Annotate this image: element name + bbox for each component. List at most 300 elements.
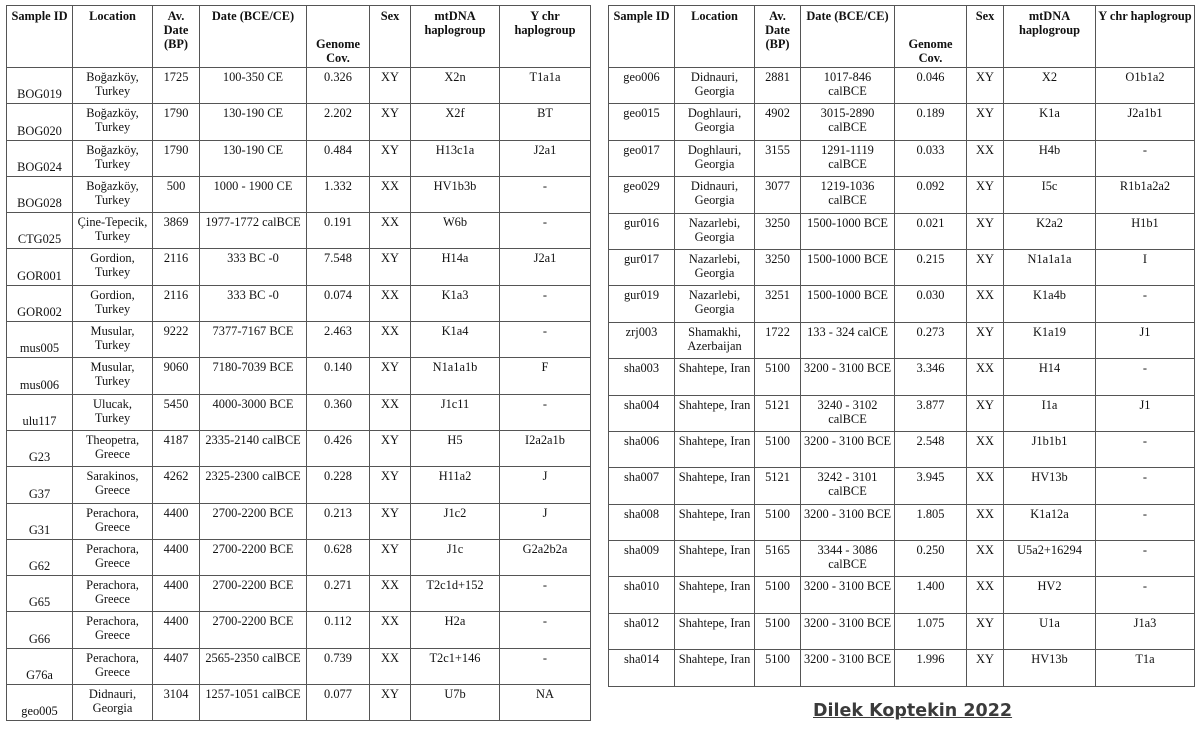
cell-genome-cov: 0.189	[895, 104, 967, 140]
cell-sex: XX	[967, 468, 1004, 504]
cell-mtdna-haplogroup: X2	[1004, 68, 1096, 104]
table-row	[609, 577, 1195, 613]
cell-mtdna-haplogroup: K1a19	[1004, 322, 1096, 358]
header-genome-cov: Genome Cov.	[895, 6, 967, 68]
cell-mtdna-haplogroup: J1c2	[411, 503, 500, 539]
header-sex: Sex	[370, 6, 411, 68]
cell-sex: XX	[370, 285, 411, 321]
table-row	[7, 213, 591, 249]
cell-date: 2335-2140 calBCE	[200, 430, 307, 466]
cell-y-chr-haplogroup: -	[500, 176, 591, 212]
cell-genome-cov: 0.484	[307, 140, 370, 176]
cell-sample-id: sha007	[609, 468, 675, 504]
header-mtdna: mtDNA haplogroup	[1004, 6, 1096, 68]
cell-sample-id: geo017	[609, 140, 675, 176]
header-av-date: Av. Date (BP)	[153, 6, 200, 68]
cell-av-date: 3250	[755, 213, 801, 249]
cell-sex: XY	[967, 68, 1004, 104]
cell-sex: XX	[967, 431, 1004, 467]
cell-sample-id: geo006	[609, 68, 675, 104]
table-row	[7, 104, 591, 140]
cell-mtdna-haplogroup: K1a4b	[1004, 286, 1096, 322]
cell-sample-id: BOG019	[7, 68, 73, 104]
cell-date: 4000-3000 BCE	[200, 394, 307, 430]
cell-sex: XX	[967, 140, 1004, 176]
cell-av-date: 9060	[153, 358, 200, 394]
cell-mtdna-haplogroup: K1a4	[411, 322, 500, 358]
cell-sample-id: G76a	[7, 648, 73, 684]
cell-sex: XY	[967, 104, 1004, 140]
cell-av-date: 1790	[153, 104, 200, 140]
cell-location: Shahtepe, Iran	[675, 468, 755, 504]
cell-av-date: 3104	[153, 685, 200, 721]
cell-genome-cov: 0.191	[307, 213, 370, 249]
table-row	[7, 612, 591, 648]
cell-sex: XX	[967, 359, 1004, 395]
cell-sex: XY	[967, 650, 1004, 686]
cell-av-date: 3251	[755, 286, 801, 322]
table-row	[7, 685, 591, 721]
right-sample-table	[608, 5, 1195, 687]
cell-genome-cov: 0.033	[895, 140, 967, 176]
cell-date: 3015-2890 calBCE	[801, 104, 895, 140]
cell-y-chr-haplogroup: -	[1096, 468, 1195, 504]
cell-genome-cov: 0.092	[895, 177, 967, 213]
table-row	[609, 286, 1195, 322]
cell-sample-id: gur017	[609, 249, 675, 285]
cell-genome-cov: 0.326	[307, 68, 370, 104]
table-row	[609, 322, 1195, 358]
cell-date: 2700-2200 BCE	[200, 539, 307, 575]
cell-genome-cov: 0.426	[307, 430, 370, 466]
table-row	[609, 140, 1195, 176]
cell-y-chr-haplogroup: T1a1a	[500, 68, 591, 104]
cell-genome-cov: 2.202	[307, 104, 370, 140]
cell-genome-cov: 0.360	[307, 394, 370, 430]
cell-genome-cov: 3.945	[895, 468, 967, 504]
cell-sex: XX	[370, 213, 411, 249]
cell-location: Didnauri, Georgia	[675, 68, 755, 104]
cell-date: 1257-1051 calBCE	[200, 685, 307, 721]
cell-av-date: 5100	[755, 577, 801, 613]
cell-date: 1291-1119 calBCE	[801, 140, 895, 176]
cell-sex: XX	[967, 541, 1004, 577]
cell-sample-id: G37	[7, 467, 73, 503]
cell-sex: XX	[370, 322, 411, 358]
cell-av-date: 3869	[153, 213, 200, 249]
cell-mtdna-haplogroup: H11a2	[411, 467, 500, 503]
cell-av-date: 3250	[755, 249, 801, 285]
cell-y-chr-haplogroup: J	[500, 503, 591, 539]
cell-av-date: 2116	[153, 249, 200, 285]
cell-location: Shahtepe, Iran	[675, 577, 755, 613]
cell-date: 3200 - 3100 BCE	[801, 359, 895, 395]
cell-mtdna-haplogroup: T2c1d+152	[411, 576, 500, 612]
table-row	[609, 68, 1195, 104]
cell-sex: XX	[967, 504, 1004, 540]
header-location: Location	[675, 6, 755, 68]
cell-location: Doghlauri, Georgia	[675, 140, 755, 176]
cell-sex: XX	[370, 648, 411, 684]
cell-genome-cov: 1.400	[895, 577, 967, 613]
cell-location: Shahtepe, Iran	[675, 650, 755, 686]
cell-mtdna-haplogroup: J1c11	[411, 394, 500, 430]
cell-location: Boğazköy, Turkey	[73, 104, 153, 140]
cell-genome-cov: 0.271	[307, 576, 370, 612]
cell-sample-id: G62	[7, 539, 73, 575]
table-row	[7, 648, 591, 684]
cell-location: Nazarlebi, Georgia	[675, 249, 755, 285]
cell-mtdna-haplogroup: HV13b	[1004, 650, 1096, 686]
cell-mtdna-haplogroup: U1a	[1004, 613, 1096, 649]
cell-y-chr-haplogroup: H1b1	[1096, 213, 1195, 249]
table-row	[7, 68, 591, 104]
cell-mtdna-haplogroup: K2a2	[1004, 213, 1096, 249]
cell-genome-cov: 1.332	[307, 176, 370, 212]
cell-av-date: 1790	[153, 140, 200, 176]
cell-y-chr-haplogroup: -	[1096, 286, 1195, 322]
cell-date: 7377-7167 BCE	[200, 322, 307, 358]
cell-sample-id: sha012	[609, 613, 675, 649]
cell-genome-cov: 7.548	[307, 249, 370, 285]
cell-av-date: 5121	[755, 468, 801, 504]
cell-genome-cov: 0.021	[895, 213, 967, 249]
cell-mtdna-haplogroup: H4b	[1004, 140, 1096, 176]
table-row	[7, 176, 591, 212]
cell-date: 2565-2350 calBCE	[200, 648, 307, 684]
cell-sex: XY	[370, 430, 411, 466]
cell-mtdna-haplogroup: HV1b3b	[411, 176, 500, 212]
cell-av-date: 3155	[755, 140, 801, 176]
cell-date: 7180-7039 BCE	[200, 358, 307, 394]
cell-sample-id: sha010	[609, 577, 675, 613]
cell-date: 1017-846 calBCE	[801, 68, 895, 104]
cell-location: Perachora, Greece	[73, 539, 153, 575]
cell-location: Çine-Tepecik, Turkey	[73, 213, 153, 249]
cell-av-date: 4902	[755, 104, 801, 140]
cell-genome-cov: 0.213	[307, 503, 370, 539]
cell-date: 3200 - 3100 BCE	[801, 650, 895, 686]
cell-sample-id: G65	[7, 576, 73, 612]
cell-y-chr-haplogroup: BT	[500, 104, 591, 140]
cell-genome-cov: 0.250	[895, 541, 967, 577]
table-row	[7, 140, 591, 176]
table-row	[609, 359, 1195, 395]
table-row	[7, 503, 591, 539]
cell-sex: XY	[370, 68, 411, 104]
cell-genome-cov: 0.228	[307, 467, 370, 503]
cell-av-date: 5100	[755, 359, 801, 395]
cell-y-chr-haplogroup: J2a1	[500, 140, 591, 176]
cell-av-date: 9222	[153, 322, 200, 358]
cell-y-chr-haplogroup: -	[500, 394, 591, 430]
cell-av-date: 5100	[755, 431, 801, 467]
cell-av-date: 5100	[755, 504, 801, 540]
cell-genome-cov: 1.075	[895, 613, 967, 649]
cell-y-chr-haplogroup: NA	[500, 685, 591, 721]
cell-sex: XX	[370, 176, 411, 212]
cell-sample-id: gur016	[609, 213, 675, 249]
cell-date: 2325-2300 calBCE	[200, 467, 307, 503]
cell-location: Boğazköy, Turkey	[73, 68, 153, 104]
cell-date: 2700-2200 BCE	[200, 576, 307, 612]
cell-y-chr-haplogroup: -	[500, 648, 591, 684]
cell-date: 1500-1000 BCE	[801, 249, 895, 285]
cell-sample-id: BOG020	[7, 104, 73, 140]
table-row	[7, 576, 591, 612]
cell-genome-cov: 0.215	[895, 249, 967, 285]
cell-mtdna-haplogroup: H13c1a	[411, 140, 500, 176]
cell-location: Ulucak, Turkey	[73, 394, 153, 430]
cell-y-chr-haplogroup: -	[1096, 359, 1195, 395]
cell-mtdna-haplogroup: H14a	[411, 249, 500, 285]
cell-y-chr-haplogroup: O1b1a2	[1096, 68, 1195, 104]
cell-genome-cov: 1.996	[895, 650, 967, 686]
cell-location: Doghlauri, Georgia	[675, 104, 755, 140]
table-row	[7, 358, 591, 394]
cell-genome-cov: 0.030	[895, 286, 967, 322]
cell-sex: XY	[370, 539, 411, 575]
header-location: Location	[73, 6, 153, 68]
table-row	[609, 104, 1195, 140]
header-av-date: Av. Date (BP)	[755, 6, 801, 68]
cell-y-chr-haplogroup: J1a3	[1096, 613, 1195, 649]
cell-location: Boğazköy, Turkey	[73, 176, 153, 212]
cell-sample-id: zrj003	[609, 322, 675, 358]
cell-sample-id: GOR002	[7, 285, 73, 321]
cell-date: 3200 - 3100 BCE	[801, 504, 895, 540]
header-sex: Sex	[967, 6, 1004, 68]
table-row	[7, 394, 591, 430]
cell-mtdna-haplogroup: U7b	[411, 685, 500, 721]
cell-sex: XX	[370, 576, 411, 612]
header-y-chr: Y chr haplogroup	[1096, 6, 1195, 68]
cell-av-date: 2881	[755, 68, 801, 104]
cell-mtdna-haplogroup: W6b	[411, 213, 500, 249]
cell-y-chr-haplogroup: -	[1096, 541, 1195, 577]
cell-location: Musular, Turkey	[73, 322, 153, 358]
cell-location: Theopetra, Greece	[73, 430, 153, 466]
cell-genome-cov: 2.463	[307, 322, 370, 358]
header-row	[609, 6, 1195, 68]
cell-sample-id: sha006	[609, 431, 675, 467]
cell-genome-cov: 0.046	[895, 68, 967, 104]
cell-mtdna-haplogroup: U5a2+16294	[1004, 541, 1096, 577]
cell-sample-id: CTG025	[7, 213, 73, 249]
cell-location: Nazarlebi, Georgia	[675, 286, 755, 322]
cell-mtdna-haplogroup: H2a	[411, 612, 500, 648]
cell-av-date: 1725	[153, 68, 200, 104]
cell-date: 3344 - 3086 calBCE	[801, 541, 895, 577]
cell-mtdna-haplogroup: J1c	[411, 539, 500, 575]
cell-mtdna-haplogroup: HV2	[1004, 577, 1096, 613]
cell-location: Nazarlebi, Georgia	[675, 213, 755, 249]
cell-sex: XY	[370, 249, 411, 285]
table-row	[609, 504, 1195, 540]
cell-av-date: 4400	[153, 503, 200, 539]
table-row	[7, 467, 591, 503]
author-credit: Dilek Koptekin 2022	[813, 701, 1013, 721]
cell-sample-id: BOG024	[7, 140, 73, 176]
cell-av-date: 4262	[153, 467, 200, 503]
cell-av-date: 2116	[153, 285, 200, 321]
cell-y-chr-haplogroup: G2a2b2a	[500, 539, 591, 575]
cell-sex: XY	[370, 358, 411, 394]
table-row	[609, 468, 1195, 504]
cell-date: 1977-1772 calBCE	[200, 213, 307, 249]
cell-sample-id: mus006	[7, 358, 73, 394]
cell-sample-id: BOG028	[7, 176, 73, 212]
cell-y-chr-haplogroup: -	[1096, 431, 1195, 467]
cell-mtdna-haplogroup: X2n	[411, 68, 500, 104]
cell-sample-id: G31	[7, 503, 73, 539]
cell-date: 3240 - 3102 calBCE	[801, 395, 895, 431]
cell-sex: XY	[370, 467, 411, 503]
cell-sex: XX	[967, 577, 1004, 613]
cell-y-chr-haplogroup: -	[1096, 577, 1195, 613]
left-sample-table	[6, 5, 591, 721]
cell-sex: XY	[967, 177, 1004, 213]
cell-location: Shahtepe, Iran	[675, 395, 755, 431]
cell-y-chr-haplogroup: -	[500, 285, 591, 321]
cell-genome-cov: 0.628	[307, 539, 370, 575]
header-y-chr: Y chr haplogroup	[500, 6, 591, 68]
cell-sample-id: G23	[7, 430, 73, 466]
cell-location: Shahtepe, Iran	[675, 613, 755, 649]
cell-y-chr-haplogroup: F	[500, 358, 591, 394]
cell-av-date: 1722	[755, 322, 801, 358]
header-date: Date (BCE/CE)	[801, 6, 895, 68]
cell-sex: XX	[370, 394, 411, 430]
cell-date: 1219-1036 calBCE	[801, 177, 895, 213]
cell-y-chr-haplogroup: -	[500, 213, 591, 249]
cell-location: Perachora, Greece	[73, 576, 153, 612]
cell-sample-id: sha004	[609, 395, 675, 431]
cell-av-date: 4400	[153, 576, 200, 612]
cell-y-chr-haplogroup: -	[500, 322, 591, 358]
cell-mtdna-haplogroup: K1a	[1004, 104, 1096, 140]
cell-date: 130-190 CE	[200, 104, 307, 140]
table-row	[609, 177, 1195, 213]
cell-sex: XY	[370, 104, 411, 140]
table-row	[609, 213, 1195, 249]
header-mtdna: mtDNA haplogroup	[411, 6, 500, 68]
cell-y-chr-haplogroup: I	[1096, 249, 1195, 285]
cell-location: Sarakinos, Greece	[73, 467, 153, 503]
cell-av-date: 4187	[153, 430, 200, 466]
cell-date: 333 BC -0	[200, 249, 307, 285]
cell-sample-id: sha014	[609, 650, 675, 686]
cell-sample-id: sha008	[609, 504, 675, 540]
table-row	[609, 650, 1195, 686]
cell-sample-id: gur019	[609, 286, 675, 322]
cell-location: Perachora, Greece	[73, 503, 153, 539]
cell-location: Didnauri, Georgia	[73, 685, 153, 721]
header-sample-id: Sample ID	[7, 6, 73, 68]
header-row	[7, 6, 591, 68]
cell-y-chr-haplogroup: -	[1096, 140, 1195, 176]
cell-sex: XY	[967, 249, 1004, 285]
table-row	[609, 613, 1195, 649]
cell-location: Shahtepe, Iran	[675, 504, 755, 540]
table-row	[609, 541, 1195, 577]
cell-sample-id: geo005	[7, 685, 73, 721]
table-row	[609, 249, 1195, 285]
header-sample-id: Sample ID	[609, 6, 675, 68]
cell-mtdna-haplogroup: H5	[411, 430, 500, 466]
cell-sex: XY	[370, 685, 411, 721]
table-row	[7, 539, 591, 575]
cell-date: 3200 - 3100 BCE	[801, 577, 895, 613]
table-row	[7, 322, 591, 358]
cell-date: 100-350 CE	[200, 68, 307, 104]
cell-sex: XY	[370, 503, 411, 539]
cell-location: Perachora, Greece	[73, 648, 153, 684]
cell-av-date: 4400	[153, 539, 200, 575]
cell-av-date: 4400	[153, 612, 200, 648]
cell-y-chr-haplogroup: R1b1a2a2	[1096, 177, 1195, 213]
cell-date: 133 - 324 calCE	[801, 322, 895, 358]
cell-genome-cov: 0.739	[307, 648, 370, 684]
cell-av-date: 5100	[755, 650, 801, 686]
cell-sex: XY	[967, 322, 1004, 358]
header-date: Date (BCE/CE)	[200, 6, 307, 68]
cell-genome-cov: 1.805	[895, 504, 967, 540]
cell-av-date: 5121	[755, 395, 801, 431]
cell-sample-id: mus005	[7, 322, 73, 358]
table-row	[7, 285, 591, 321]
cell-sample-id: sha003	[609, 359, 675, 395]
cell-sample-id: G66	[7, 612, 73, 648]
cell-date: 2700-2200 BCE	[200, 503, 307, 539]
cell-y-chr-haplogroup: J	[500, 467, 591, 503]
cell-mtdna-haplogroup: K1a12a	[1004, 504, 1096, 540]
cell-genome-cov: 0.074	[307, 285, 370, 321]
cell-mtdna-haplogroup: H14	[1004, 359, 1096, 395]
cell-genome-cov: 3.346	[895, 359, 967, 395]
cell-mtdna-haplogroup: X2f	[411, 104, 500, 140]
cell-genome-cov: 2.548	[895, 431, 967, 467]
cell-mtdna-haplogroup: K1a3	[411, 285, 500, 321]
cell-location: Didnauri, Georgia	[675, 177, 755, 213]
cell-y-chr-haplogroup: T1a	[1096, 650, 1195, 686]
cell-date: 2700-2200 BCE	[200, 612, 307, 648]
cell-genome-cov: 0.112	[307, 612, 370, 648]
cell-location: Shahtepe, Iran	[675, 541, 755, 577]
cell-sample-id: GOR001	[7, 249, 73, 285]
cell-date: 3200 - 3100 BCE	[801, 613, 895, 649]
cell-av-date: 4407	[153, 648, 200, 684]
cell-av-date: 5100	[755, 613, 801, 649]
cell-sex: XX	[370, 612, 411, 648]
cell-mtdna-haplogroup: N1a1a1b	[411, 358, 500, 394]
cell-y-chr-haplogroup: -	[500, 576, 591, 612]
cell-genome-cov: 0.140	[307, 358, 370, 394]
cell-mtdna-haplogroup: I5c	[1004, 177, 1096, 213]
table-row	[7, 249, 591, 285]
cell-location: Shamakhi, Azerbaijan	[675, 322, 755, 358]
cell-date: 3200 - 3100 BCE	[801, 431, 895, 467]
cell-y-chr-haplogroup: J1	[1096, 395, 1195, 431]
cell-sex: XY	[370, 140, 411, 176]
cell-mtdna-haplogroup: T2c1+146	[411, 648, 500, 684]
cell-av-date: 500	[153, 176, 200, 212]
cell-date: 3242 - 3101 calBCE	[801, 468, 895, 504]
cell-location: Gordion, Turkey	[73, 249, 153, 285]
cell-genome-cov: 0.077	[307, 685, 370, 721]
cell-location: Shahtepe, Iran	[675, 359, 755, 395]
cell-date: 333 BC -0	[200, 285, 307, 321]
